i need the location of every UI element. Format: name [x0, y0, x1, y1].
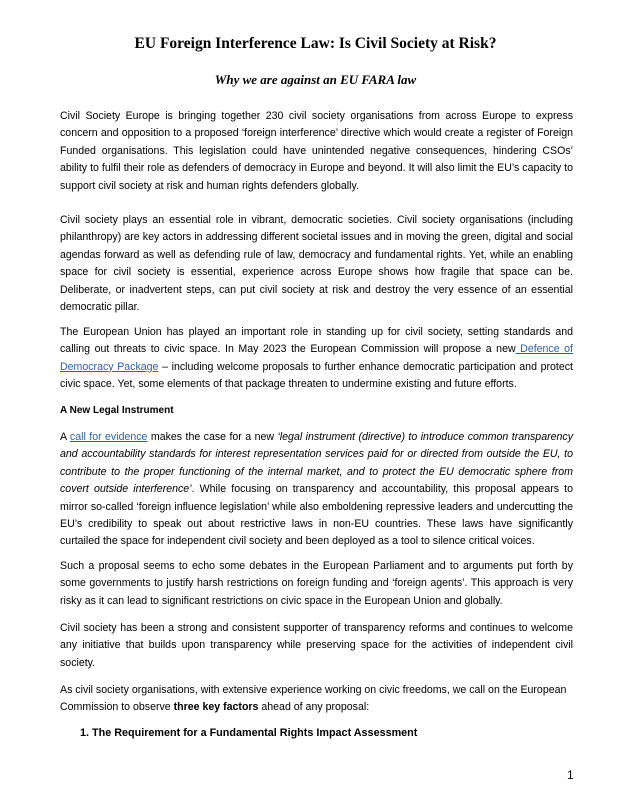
paragraph-proposal-echo: Such a proposal seems to echo some debates in the European Parliament and to arguments put forth by some governments to justify harsh restrictions on foreign funding and ‘foreign agents’. This approach is very risky as it can lead to significant restrictions on civic space in the European Union and globally. [60, 560, 573, 607]
paragraph-call-quote: ‘legal instrument (directive) to introduce common transparency and accountability standards for interest representation services paid for or directed from outside the EU, to contribute to the proper functioning of the internal market, and to protect the EU democratic sphere from covert outside interference’ [60, 431, 573, 496]
paragraph-transparency-support: Civil society has been a strong and consistent supporter of transparency reforms and continues to welcome any initiative that builds upon transparency while preserving space for the activities of independent civil society. [60, 622, 573, 669]
paragraph-call-mid: makes the case for a new [147, 431, 278, 443]
paragraph-eu-role-text: The European Union has played an important role in standing up for civil society, setting standards and calling out threats to civic space. In May 2023 the European Commission will propose a new [60, 326, 573, 356]
paragraph-call-to-commission-end: ahead of any proposal: [258, 701, 370, 714]
section-heading-legal-instrument: A New Legal Instrument [60, 405, 174, 416]
page-title: EU Foreign Interference Law: Is Civil Society at Risk? [134, 35, 497, 52]
page-number: 1 [567, 768, 574, 782]
three-key-factors-text: three key factors [173, 701, 259, 714]
paragraph-civil-society-role: Civil society plays an essential role in vibrant, democratic societies. Civil society organisations (including philanthropy) are key actors in addressing different societal issues and in moving the green, digital and social agendas forward as well as defending rule of law, democracy and fundamental rights. Yet, while an enabling space for civil society is essential, experience across Europe shows how fragile that space can be. Deliberate, or inadvertent steps, can put civil society at risk and destroy the very essence of an essential democratic pillar. [60, 214, 573, 314]
call-for-evidence-link[interactable]: call for evidence [69, 431, 148, 443]
paragraph-intro: Civil Society Europe is bringing together 230 civil society organisations from across Europe to express concern and opposition to a proposed ‘foreign interference’ directive which would create a register of Foreign Funded organisations. This legislation could have unintended negative consequences, hindering CSOs’ ability to fulfil their role as defenders of democracy in Europe and beyond. It will also limit the EU’s capacity to support civil society at risk and human rights defenders globally. [60, 110, 573, 192]
paragraph-call-end: . While focusing on transparency and accountability, this proposal appears to mirror so-called ‘foreign influence legislation’ while also emboldening repressive leaders and undercutting the EU’s credibility to speak out about restrictive laws in non-EU countries. These laws have significantly curtailed the space for independent civil society and been deployed as a tool to silence critical voices. [60, 483, 573, 548]
paragraph-call-start: A [60, 431, 70, 443]
paragraph-eu-role [60, 324, 573, 394]
paragraph-eu-role-text-end: – including welcome proposals to further enhance democratic participation and protect civic space. Yet, some elements of that package threaten to undermine existing and future efforts. [60, 360, 573, 391]
paragraph-call-for-evidence [60, 429, 573, 551]
paragraph-call-to-commission-text: As civil society organisations, with extensive experience working on civic freedoms, we call on the European Commission to observe [60, 684, 567, 714]
paragraph-call-to-commission [60, 682, 573, 717]
defence-of-democracy-link[interactable]: Defence of Democracy Package [60, 343, 574, 373]
page-subtitle: Why we are against an EU FARA law [214, 72, 417, 87]
numbered-heading-fria: 1. The Requirement for a Fundamental Rights Impact Assessment [80, 727, 418, 739]
